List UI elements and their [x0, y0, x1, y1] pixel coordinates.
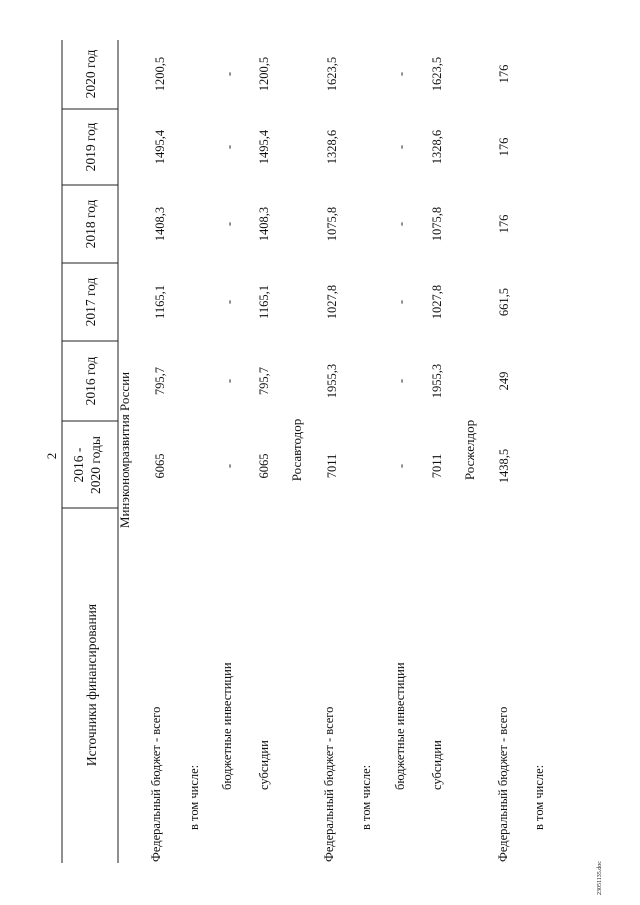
row-label-including: в том числе:: [187, 764, 201, 830]
section-title-minekonomrazvitiya: Минэкономразвития России: [117, 371, 132, 529]
header-source: Источники финансирования: [84, 603, 99, 767]
row-label-subsidies: субсидии: [257, 740, 271, 790]
cell-total-2020: 1200,5: [153, 56, 167, 92]
cell-investments-2020: -: [394, 71, 408, 77]
cell-total-2017: 1027,8: [325, 284, 339, 320]
header-total-line2: 2020 годы: [88, 436, 103, 494]
cell-total-2019: 1328,6: [325, 129, 339, 165]
section-title-rosavtodor: Росавтодор: [289, 418, 304, 482]
cell-subsidies-2016: 795,7: [257, 366, 271, 396]
cell-total-2016-2020: 1438,5: [497, 448, 511, 484]
row-label-total: Федеральный бюджет - всего: [322, 706, 336, 862]
cell-total-2018: 1408,3: [153, 206, 167, 242]
row-label-budget-investments: бюджетные инвестиции: [220, 662, 234, 790]
header-2018: 2018 год: [83, 199, 98, 249]
cell-total-2016: 1955,3: [325, 363, 339, 399]
page-number: 2: [44, 452, 59, 460]
cell-subsidies-2018: 1408,3: [257, 206, 271, 242]
row-label-total: Федеральный бюджет - всего: [149, 706, 163, 862]
cell-investments-2016: -: [394, 378, 408, 384]
cell-subsidies-2020: 1200,5: [257, 56, 271, 92]
row-label-including: в том числе:: [532, 764, 546, 830]
cell-subsidies-2019: 1328,6: [430, 129, 444, 165]
cell-total-2016-2020: 7011: [325, 453, 339, 479]
cell-total-2018: 176: [497, 214, 511, 234]
cell-investments-2017: -: [394, 299, 408, 305]
header-2020: 2020 год: [83, 49, 98, 99]
row-label-subsidies: субсидии: [430, 740, 444, 790]
cell-subsidies-2016: 1955,3: [430, 363, 444, 399]
cell-subsidies-2019: 1495,4: [257, 129, 271, 165]
cell-subsidies-2018: 1075,8: [430, 206, 444, 242]
section-title-roszheldor: Росжелдор: [462, 419, 477, 481]
row-label-total: Федеральный бюджет - всего: [496, 706, 510, 862]
cell-investments-2017: -: [222, 299, 236, 305]
row-label-including: в том числе:: [359, 764, 373, 830]
cell-investments-2020: -: [222, 71, 236, 77]
cell-investments-2016-2020: -: [394, 463, 408, 469]
cell-total-2019: 176: [497, 137, 511, 157]
cell-total-2018: 1075,8: [325, 206, 339, 242]
cell-investments-2018: -: [394, 221, 408, 227]
cell-total-2020: 176: [497, 64, 511, 84]
cell-total-2016: 249: [497, 371, 511, 391]
cell-total-2016: 795,7: [153, 366, 167, 396]
cell-total-2017: 1165,1: [153, 285, 167, 319]
row-label-budget-investments: бюджетные инвестиции: [393, 662, 407, 790]
cell-total-2017: 661,5: [497, 287, 511, 317]
cell-total-2020: 1623,5: [325, 56, 339, 92]
cell-total-2016-2020: 6065: [153, 453, 167, 479]
cell-investments-2016-2020: -: [222, 463, 236, 469]
footer-filename: 23051135.doc: [597, 861, 603, 895]
cell-subsidies-2016-2020: 7011: [430, 453, 444, 479]
cell-total-2019: 1495,4: [153, 129, 167, 165]
cell-subsidies-2020: 1623,5: [430, 56, 444, 92]
header-total-line1: 2016 -: [71, 447, 86, 483]
header-2019: 2019 год: [83, 122, 98, 172]
cell-subsidies-2017: 1165,1: [257, 285, 271, 319]
cell-investments-2019: -: [222, 144, 236, 150]
header-2017: 2017 год: [83, 277, 98, 327]
cell-investments-2019: -: [394, 144, 408, 150]
cell-subsidies-2016-2020: 6065: [257, 453, 271, 479]
header-2016: 2016 год: [83, 356, 98, 406]
cell-subsidies-2017: 1027,8: [430, 284, 444, 320]
cell-investments-2018: -: [222, 221, 236, 227]
cell-investments-2016: -: [222, 378, 236, 384]
